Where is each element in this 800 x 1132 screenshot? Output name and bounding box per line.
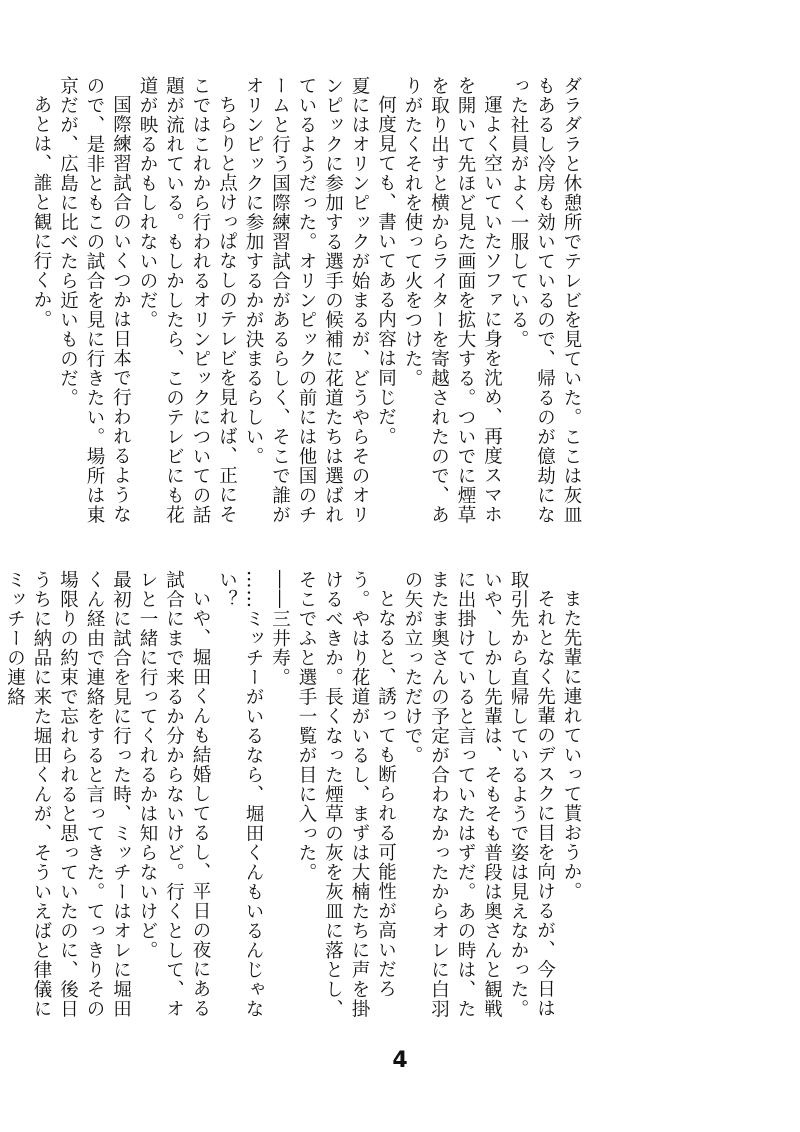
page-number: 4 [392,1048,408,1073]
paragraph: 何度見ても、書いてある内容は同じだ。 [375,94,397,446]
paragraph: ……ミッチーがいるなら、堀田くんもいるんじゃない？ [216,570,264,1019]
paragraph: ダラダラと休憩所でテレビを見ていた。ここは灰皿もあるし冷房も効いているので、帰るのが億劫になった社員がよく一服している。 [508,76,582,525]
paragraph: それとなく先輩のデスクに目を向けるが、今日は取引先から直帰しているようで姿は見えなかった。 [508,570,556,1019]
paragraph: いや、堀田くんも結婚してるし、平日の夜にある試合にまで来るか分からないけど。行くとして、オレと一緒に行ってくれるかは知らないけど。 [137,570,211,1019]
paragraph: 夏にはオリンピックが始まるが、どうやらそのオリンピックに参加する選手の候補に花道たちは選ばれているようだった。オリンピックの前には他国のチームと行う国際練習試合があるらしく、そこで誰がオリンピックに参加するかが決まるらしい。 [243,76,370,525]
paragraph: ちらりと点けっぱなしのテレビを見れば、正にそこではこれから行われるオリンピックについての話題が流れている。もしかしたら、このテレビにも花道が映るかもしれないのだ。 [137,76,238,525]
paragraph: ――三井寿。 [269,570,291,687]
lower-text-block [4,570,584,1026]
paragraph: 国際練習試合のいくつかは日本で行われるようなので、是非ともこの試合を見に行きたい。場所は東京だが、広島に比べたら近いものだ。 [57,76,132,525]
paragraph: あとは、誰と観に行くか。 [31,94,52,329]
paragraph: 運よく空いていたソファに身を沈め、再度スマホを開いて先ほど見た画面を拡大する。ついでに煙草を取り出すと横からライターを寄越されたので、ありがたくそれを使って火をつけた。 [402,76,503,525]
upper-text-block [31,76,584,534]
paragraph: 最初に試合を見に行った時、ミッチーはオレに堀田くん経由で連絡をすると言ってきた。てっきりその場限りの約束で忘れられると思っていたのに、後日うちに納品に来た堀田くんが、そういえばと律儀にミッチーの連絡 [4,570,132,1019]
paragraph: となると、誘っても断られる可能性が高いだろう。やはり花道がいるし、まずは大楠たちに声を掛けるべきか。長くなった煙草の灰を灰皿に落とし、そこでふと選手一覧が目に入った。 [296,570,397,1019]
paragraph: また先輩に連れていって貰おうか。 [561,588,582,901]
paragraph: いや、しかし先輩は、そもそも普段は奥さんと観戦に出掛けていると言っていたはずだ。あの時は、たまたま奥さんの予定が合わなかったからオレに白羽の矢が立っただけで。 [402,570,503,1019]
